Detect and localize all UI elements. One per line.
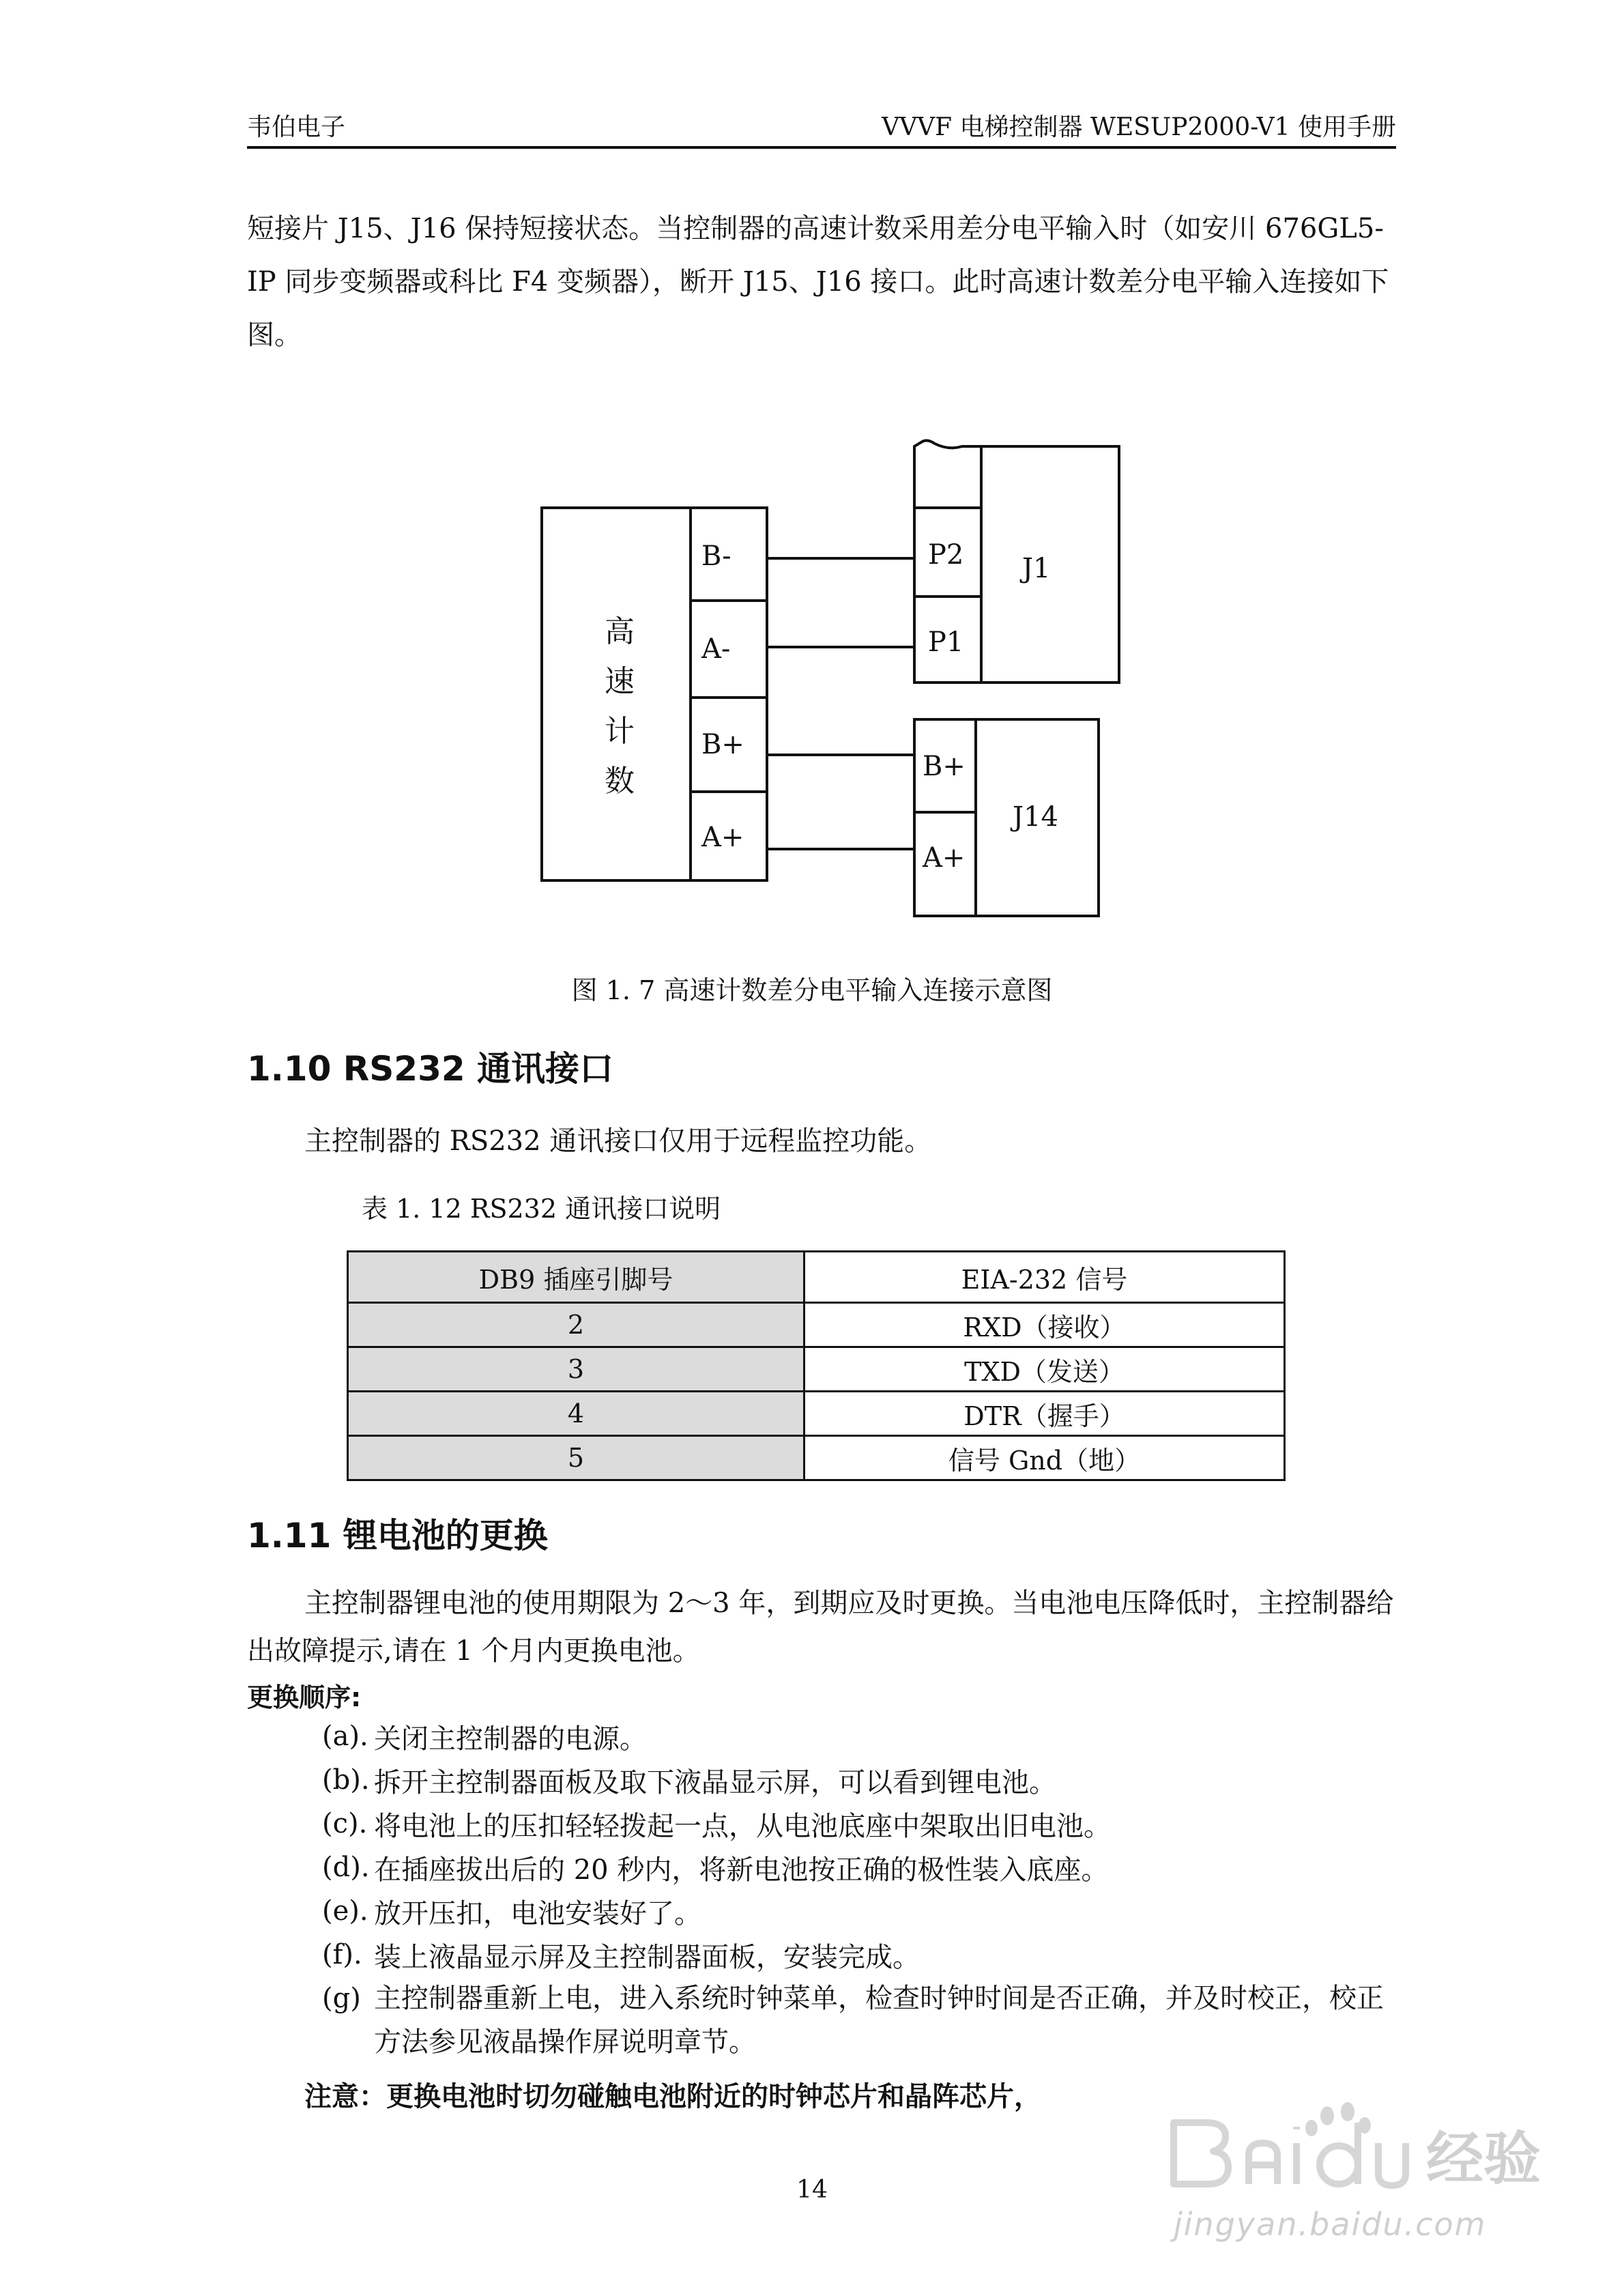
- step-label: (e).: [322, 1895, 368, 1927]
- step-label: (f).: [322, 1939, 362, 1970]
- list-item: [322, 1933, 1400, 1977]
- intro-paragraph: 短接片 J15、J16 保持短接状态。当控制器的高速计数采用差分电平输入时（如安川 676GL5-IP 同步变频器或科比 F4 变频器），断开 J15、J16 接口。此时高速计数差分电平输入连接如下图。: [247, 213, 1389, 351]
- wiring-diagram: [532, 430, 1324, 949]
- battery-paragraph: 主控制器锂电池的使用期限为 2～3 年，到期应及时更换。当电池电压降低时，主控制器给出故障提示,请在 1 个月内更换电池。: [247, 1588, 1394, 1667]
- step-text: 拆开主控制器面板及取下液晶显示屏，可以看到锂电池。: [374, 1766, 1056, 1798]
- list-item: [322, 1802, 1400, 1846]
- list-item: [322, 1977, 1400, 2064]
- counter-char: 高: [605, 614, 635, 649]
- section-title-rs232: 1.10 RS232 通讯接口: [247, 1049, 614, 1089]
- table-cell-signal: RXD（接收）: [804, 1303, 1285, 1347]
- header-manual-title: VVVF 电梯控制器 WESUP2000-V1 使用手册: [882, 113, 1396, 141]
- step-label: (g): [322, 1983, 361, 2014]
- table-cell-signal: 信号 Gnd（地）: [804, 1436, 1285, 1480]
- table-cell-pin: 4: [348, 1392, 804, 1436]
- step-text: 将电池上的压扣轻轻拨起一点，从电池底座中架取出旧电池。: [374, 1810, 1111, 1842]
- battery-note: 注意：更换电池时切勿碰触电池附近的时钟芯片和晶阵芯片，: [304, 2081, 1041, 2112]
- table-row: [348, 1436, 1285, 1480]
- step-label: (a).: [322, 1721, 368, 1752]
- page-number: 14: [796, 2176, 828, 2204]
- list-item: [322, 1714, 1400, 1758]
- step-text: 在插座拔出后的 20 秒内，将新电池按正确的极性装入底座。: [374, 1854, 1109, 1886]
- header-company: 韦伯电子: [247, 113, 346, 141]
- counter-char: 数: [605, 764, 635, 799]
- step-label: (c).: [322, 1808, 368, 1839]
- step-text: 主控制器重新上电，进入系统时钟菜单，检查时钟时间是否正确，并及时校正，校正方法参见液晶操作屏说明章节。: [374, 1983, 1384, 2058]
- header-divider: [247, 146, 1396, 149]
- step-text: 放开压扣，电池安装好了。: [374, 1897, 701, 1929]
- table-cell-pin: 5: [348, 1436, 804, 1480]
- counter-pin-b-minus: B-: [701, 541, 731, 572]
- section-title-battery: 1.11 锂电池的更换: [247, 1516, 548, 1555]
- step-label: (d).: [322, 1852, 370, 1883]
- list-item: [322, 1889, 1400, 1933]
- table-header-signal: EIA-232 信号: [804, 1252, 1285, 1303]
- replacement-steps: [322, 1714, 1400, 2064]
- counter-pin-b-plus: B+: [701, 729, 744, 760]
- j1-pin-p1: P1: [928, 627, 964, 658]
- step-label: (b).: [322, 1764, 370, 1796]
- counter-pin-a-plus: A+: [701, 822, 744, 853]
- table-row: [348, 1392, 1285, 1436]
- j14-connector: [914, 719, 1099, 916]
- table-row: [348, 1347, 1285, 1392]
- table-cell-pin: 3: [348, 1347, 804, 1392]
- counter-char: 速: [605, 664, 635, 699]
- figure-caption: 图 1. 7 高速计数差分电平输入连接示意图: [571, 975, 1053, 1005]
- svg-text:经验: 经验: [1426, 2125, 1541, 2192]
- j1-pin-p2: P2: [928, 539, 964, 571]
- j14-pin-a-plus: A+: [923, 842, 966, 874]
- table-row: [348, 1303, 1285, 1347]
- step-text: 关闭主控制器的电源。: [374, 1723, 647, 1755]
- table-cell-signal: TXD（发送）: [804, 1347, 1285, 1392]
- list-item: [322, 1758, 1400, 1802]
- rs232-table: [347, 1250, 1286, 1481]
- table-cell-signal: DTR（握手）: [804, 1392, 1285, 1436]
- table-header-row: [348, 1252, 1285, 1303]
- table-header-pin: DB9 插座引脚号: [348, 1252, 804, 1303]
- watermark-url: jingyan.baidu.com: [1174, 2206, 1487, 2243]
- j14-label: J14: [1013, 801, 1058, 833]
- counter-char: 计: [605, 714, 635, 749]
- j14-pin-b-plus: B+: [923, 751, 966, 782]
- baidu-jingyan-watermark-logo: [1160, 2102, 1542, 2198]
- table-cell-pin: 2: [348, 1303, 804, 1347]
- replacement-order-label: 更换顺序:: [247, 1682, 362, 1712]
- rs232-intro: 主控制器的 RS232 通讯接口仅用于远程监控功能。: [304, 1125, 932, 1157]
- step-text: 装上液晶显示屏及主控制器面板，安装完成。: [374, 1941, 920, 1973]
- list-item: [322, 1846, 1400, 1889]
- j1-label: J1: [1022, 553, 1051, 584]
- table-title: 表 1. 12 RS232 通讯接口说明: [362, 1194, 721, 1224]
- counter-pin-a-minus: A-: [701, 633, 731, 665]
